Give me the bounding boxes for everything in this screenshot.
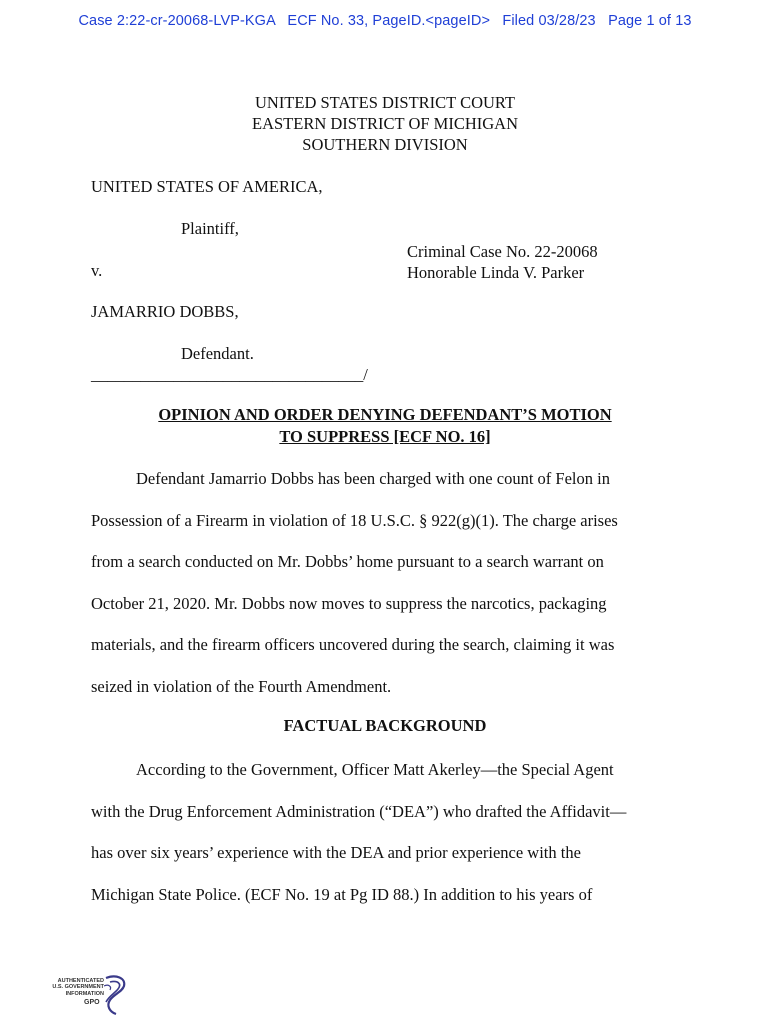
paragraph-line: seized in violation of the Fourth Amendment. (91, 676, 392, 696)
judge-name: Honorable Linda V. Parker (407, 263, 585, 282)
defendant-name: JAMARRIO DOBBS, (91, 302, 239, 321)
gpo-mark: GPO (84, 999, 100, 1006)
paragraph-intro (91, 458, 691, 707)
paragraph-line: with the Drug Enforcement Administration (“DEA”) who drafted the Affidavit— (91, 801, 627, 821)
paragraph-line: October 21, 2020. Mr. Dobbs now moves to suppress the narcotics, packaging (91, 593, 607, 613)
paragraph-background (91, 749, 691, 915)
court-division: SOUTHERN DIVISION (302, 135, 468, 154)
caption-separator: _________________________________/ (91, 365, 368, 384)
paragraph-line: from a search conducted on Mr. Dobbs’ home pursuant to a search warrant on (91, 552, 604, 571)
paragraph-line: According to the Government, Officer Matt Akerley—the Special Agent (136, 760, 614, 779)
document-title (0, 404, 770, 448)
paragraph-line: Possession of a Firearm in violation of 18 U.S.C. § 922(g)(1). The charge arises (91, 510, 618, 530)
case-info (407, 241, 598, 283)
title-line-2: TO SUPPRESS [ECF NO. 16] (279, 427, 491, 446)
paragraph-line: Defendant Jamarrio Dobbs has been charged with one count of Felon in (136, 469, 610, 488)
gpo-authenticated-label (44, 978, 104, 997)
paragraph-line: Michigan State Police. (ECF No. 19 at Pg ID 88.) In addition to his years of (91, 884, 593, 904)
paragraph-line: materials, and the firearm officers uncovered during the search, claiming it was (91, 635, 615, 654)
court-district: EASTERN DISTRICT OF MICHIGAN (252, 114, 518, 133)
versus: v. (91, 261, 103, 280)
title-line-1: OPINION AND ORDER DENYING DEFENDANT’S MOTION (158, 405, 612, 424)
gpo-line: INFORMATION (65, 990, 104, 997)
court-heading (0, 92, 770, 155)
ecf-header: Case 2:22-cr-20068-LVP-KGA ECF No. 33, PageID.<pageID> Filed 03/28/23 Page 1 of 13 (78, 13, 692, 29)
gpo-line: AUTHENTICATED (57, 978, 104, 984)
court-name: UNITED STATES DISTRICT COURT (254, 93, 515, 112)
plaintiff-name: UNITED STATES OF AMERICA, (91, 177, 323, 196)
gpo-line: U.S. GOVERNMENT (52, 984, 104, 991)
plaintiff-role: Plaintiff, (181, 219, 239, 238)
paragraph-line: has over six years’ experience with the DEA and prior experience with the (91, 843, 581, 862)
case-number: Criminal Case No. 22-20068 (407, 242, 598, 261)
section-heading: FACTUAL BACKGROUND (283, 716, 487, 735)
defendant-role: Defendant. (181, 344, 254, 363)
